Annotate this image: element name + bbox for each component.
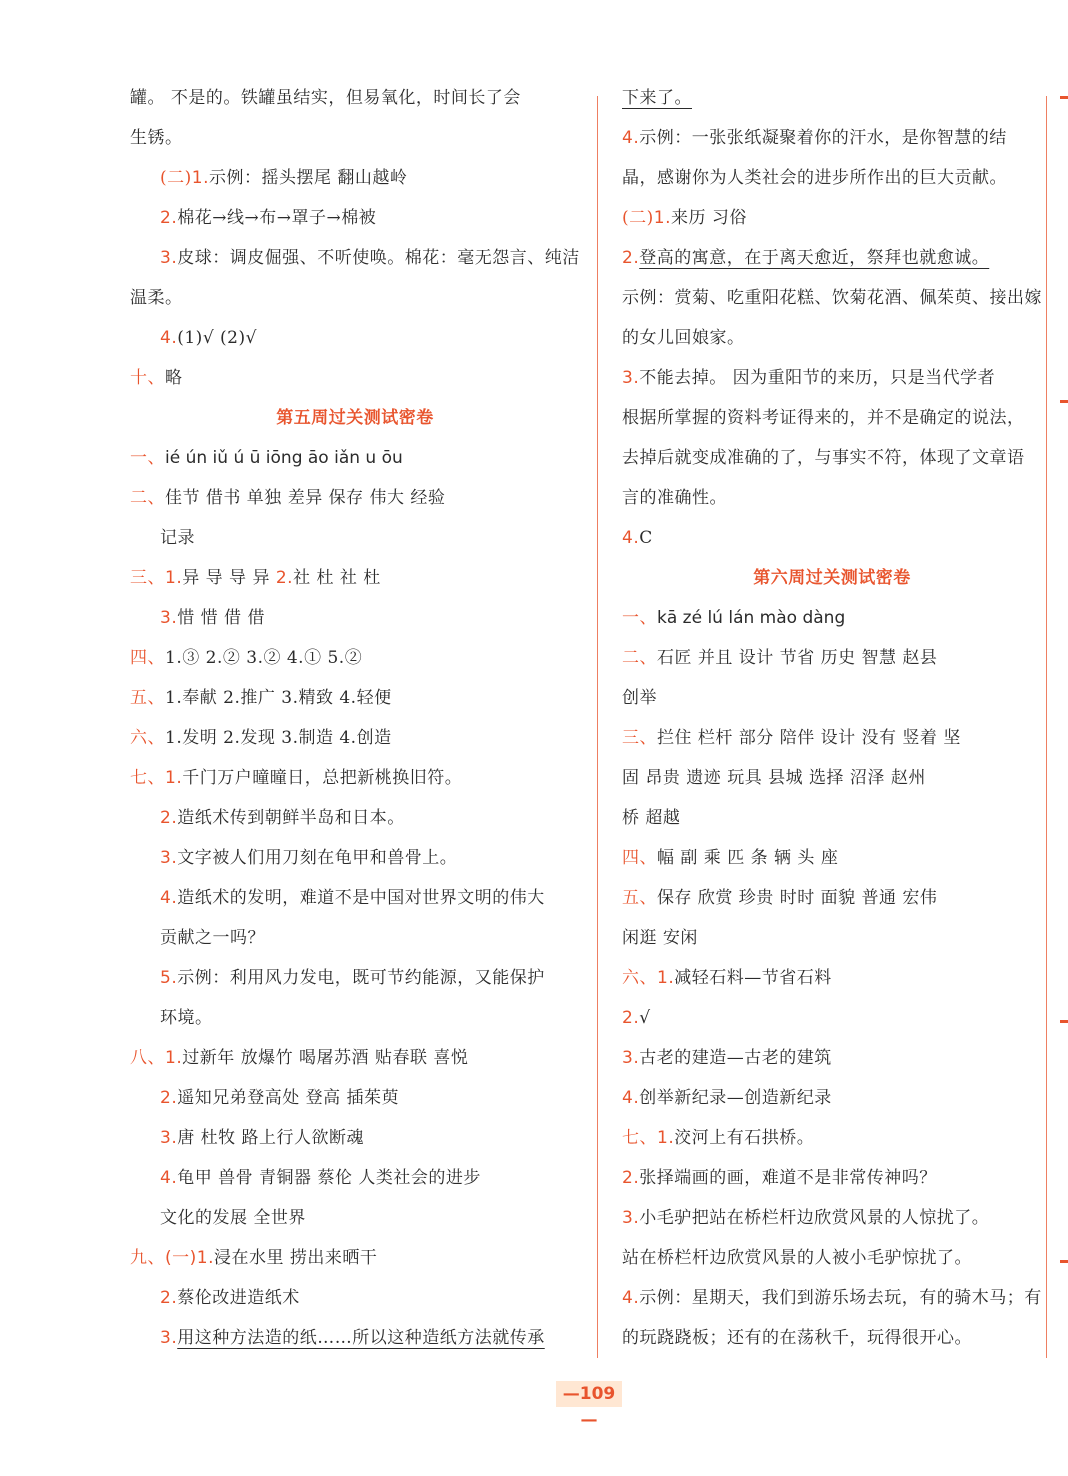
answer-line: (二)1.示例：摇头摆尾 翻山越岭 — [160, 168, 408, 188]
answer-line: 2.张择端画的画，难道不是非常传神吗？ — [622, 1168, 937, 1188]
answer-line: 4.创举新纪录—创造新纪录 — [622, 1088, 832, 1108]
answer-line: 3.小毛驴把站在桥栏杆边欣赏风景的人惊扰了。 — [622, 1208, 990, 1228]
answer-line: 固 昂贵 遗迹 玩具 县城 选择 沼泽 赵州 — [622, 768, 926, 788]
answer-line: 3.古老的建造—古老的建筑 — [622, 1048, 832, 1068]
answer-line: 站在桥栏杆边欣赏风景的人被小毛驴惊扰了。 — [622, 1248, 972, 1268]
right-column — [622, 78, 1042, 1358]
edge-mark — [1060, 1020, 1068, 1023]
answer-line: 2.√ — [622, 1008, 651, 1028]
answer-line: 文化的发展 全世界 — [160, 1208, 306, 1228]
answer-line: 环境。 — [160, 1008, 213, 1028]
answer-line: 八、1.过新年 放爆竹 喝屠苏酒 贴春联 喜悦 — [130, 1048, 469, 1068]
answer-line: 5.示例：利用风力发电，既可节约能源，又能保护 — [160, 968, 545, 988]
answer-line: 3.惜 惜 借 借 — [160, 608, 265, 628]
answer-line: 去掉后就变成准确的了，与事实不符，体现了文章语 — [622, 448, 1025, 468]
answer-line: 4.示例：一张张纸凝聚着你的汗水，是你智慧的结 — [622, 128, 1007, 148]
answer-line: 3.不能去掉。 因为重阳节的来历，只是当代学者 — [622, 368, 996, 388]
answer-line: 二、佳节 借书 单独 差异 保存 伟大 经验 — [130, 488, 446, 508]
answer-line: 四、1.③ 2.② 3.② 4.① 5.② — [130, 648, 363, 668]
answer-line: 二、石匠 并且 设计 节省 历史 智慧 赵县 — [622, 648, 938, 668]
answer-line: 2.登高的寓意，在于离天愈近，祭拜也就愈诚。 — [622, 248, 990, 268]
answer-line: 六、1.发明 2.发现 3.制造 4.创造 — [130, 728, 392, 748]
answer-line: 生锈。 — [130, 128, 183, 148]
answer-line: 罐。 不是的。铁罐虽结实，但易氧化，时间长了会 — [130, 88, 521, 108]
answer-line: 温柔。 — [130, 288, 183, 308]
column-divider — [597, 96, 598, 1358]
answer-line: (二)1.来历 习俗 — [622, 208, 747, 228]
answer-line: 2.棉花→线→布→罩子→棉被 — [160, 208, 377, 228]
answer-line: 一、kā zé lú lán mào dàng — [622, 608, 846, 628]
answer-line: 七、1.千门万户曈曈日，总把新桃换旧符。 — [130, 768, 463, 788]
answer-line: 3.唐 杜牧 路上行人欲断魂 — [160, 1128, 365, 1148]
answer-line: 六、1.减轻石料—节省石料 — [622, 968, 832, 988]
answer-line: 桥 超越 — [622, 808, 681, 828]
page-number: —109— — [556, 1381, 622, 1407]
edge-mark — [1060, 1260, 1068, 1263]
answer-line: 2.造纸术传到朝鲜半岛和日本。 — [160, 808, 405, 828]
answer-line: 根据所掌握的资料考证得来的，并不是确定的说法， — [622, 408, 1025, 428]
section-title: 第五周过关测试密卷 — [276, 408, 434, 428]
answer-line: 五、保存 欣赏 珍贵 时时 面貌 普通 宏伟 — [622, 888, 938, 908]
answer-line: 晶，感谢你为人类社会的进步所作出的巨大贡献。 — [622, 168, 1007, 188]
answer-line: 的玩跷跷板；还有的在荡秋千，玩得很开心。 — [622, 1328, 972, 1348]
answer-line: 4.龟甲 兽骨 青铜器 蔡伦 人类社会的进步 — [160, 1168, 481, 1188]
answer-line: 4.C — [622, 528, 653, 548]
answer-line: 3.用这种方法造的纸……所以这种造纸方法就传承 — [160, 1328, 545, 1348]
answer-line: 创举 — [622, 688, 657, 708]
edge-mark — [1060, 96, 1068, 99]
answer-line: 的女儿回娘家。 — [622, 328, 745, 348]
answer-line: 2.遥知兄弟登高处 登高 插茱萸 — [160, 1088, 400, 1108]
answer-line: 四、幅 副 乘 匹 条 辆 头 座 — [622, 848, 839, 868]
answer-line: 十、略 — [130, 368, 183, 388]
section-title: 第六周过关测试密卷 — [753, 568, 911, 588]
answer-line: 一、ié ún iǔ ú ū iōng āo iǎn u ōu — [130, 448, 403, 468]
answer-line: 贡献之一吗？ — [160, 928, 265, 948]
answer-line: 3.文字被人们用刀刻在龟甲和兽骨上。 — [160, 848, 458, 868]
answer-line: 2.蔡伦改进造纸术 — [160, 1288, 300, 1308]
answer-line: 闲逛 安闲 — [622, 928, 698, 948]
answer-line: 示例：赏菊、吃重阳花糕、饮菊花酒、佩茱萸、接出嫁 — [622, 288, 1042, 308]
answer-line: 三、拦住 栏杆 部分 陪伴 设计 没有 竖着 坚 — [622, 728, 961, 748]
answer-line: 4.示例：星期天，我们到游乐场去玩，有的骑木马；有 — [622, 1288, 1042, 1308]
left-column — [130, 78, 580, 1358]
answer-line: 三、1.异 导 导 异 2.社 杜 社 杜 — [130, 568, 381, 588]
answer-line: 4.造纸术的发明，难道不是中国对世界文明的伟大 — [160, 888, 545, 908]
column-divider — [1046, 96, 1047, 1358]
answer-line: 3.皮球：调皮倔强、不听使唤。棉花：毫无怨言、纯洁 — [160, 248, 580, 268]
answer-line: 下来了。 — [622, 88, 692, 108]
answer-line: 记录 — [160, 528, 195, 548]
answer-line: 七、1.洨河上有石拱桥。 — [622, 1128, 815, 1148]
answer-line: 九、(一)1.浸在水里 捞出来晒干 — [130, 1248, 378, 1268]
answer-line: 言的准确性。 — [622, 488, 727, 508]
edge-mark — [1060, 400, 1068, 403]
answer-line: 4.(1)√ (2)√ — [160, 328, 257, 348]
answer-line: 五、1.奉献 2.推广 3.精致 4.轻便 — [130, 688, 392, 708]
